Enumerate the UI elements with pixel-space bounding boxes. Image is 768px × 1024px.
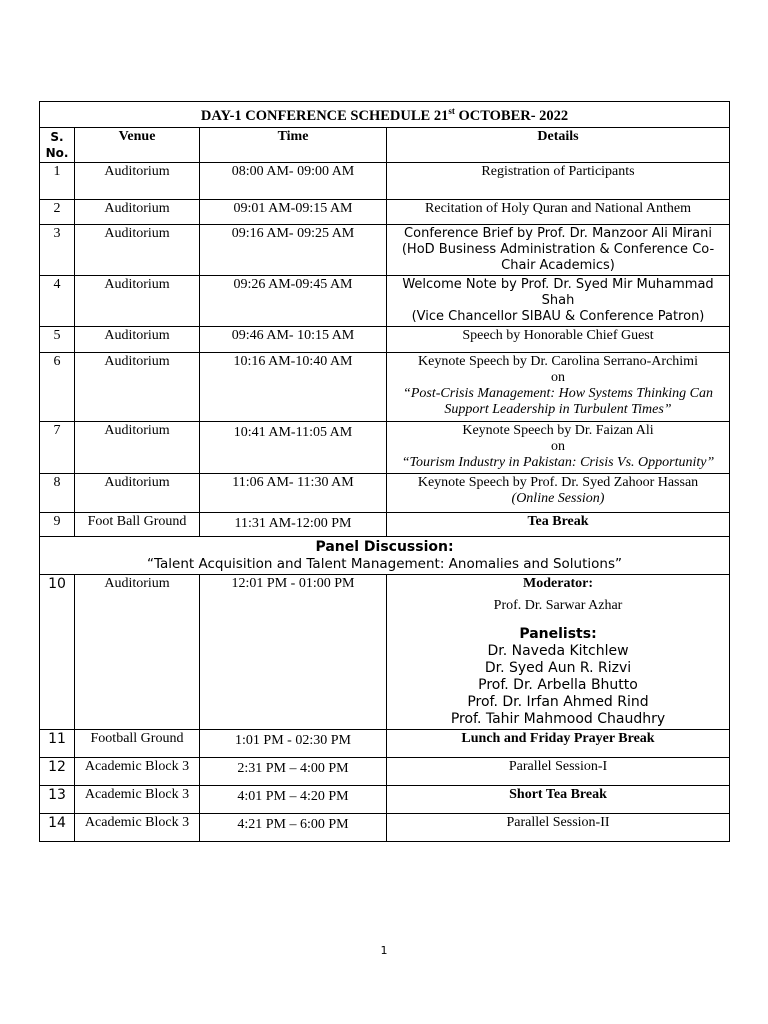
table-row bbox=[40, 513, 730, 537]
row-venue: Auditorium bbox=[75, 474, 200, 513]
row-time: 11:31 AM-12:00 PM bbox=[200, 513, 387, 537]
table-row bbox=[40, 575, 730, 730]
row-venue: Academic Block 3 bbox=[75, 786, 200, 814]
page-number: 1 bbox=[380, 944, 388, 957]
row-time: 09:46 AM- 10:15 AM bbox=[200, 327, 387, 353]
row-details: Tea Break bbox=[387, 513, 730, 537]
row-details: Keynote Speech by Dr. Faizan Ali on “Tourism Industry in Pakistan: Crisis Vs. Opportunity” bbox=[387, 422, 730, 474]
table-row bbox=[40, 225, 730, 276]
panel-topic: “Talent Acquisition and Talent Management: Anomalies and Solutions” bbox=[147, 556, 622, 572]
header-venue: Venue bbox=[75, 128, 200, 163]
row-time: 4:01 PM – 4:20 PM bbox=[200, 786, 387, 814]
panelist-name: Dr. Syed Aun R. Rizvi bbox=[484, 660, 632, 676]
table-row bbox=[40, 730, 730, 758]
row-details: Welcome Note by Prof. Dr. Syed Mir Muhammad Shah (Vice Chancellor SIBAU & Conference Patron) bbox=[387, 276, 730, 327]
row-sno: 7 bbox=[40, 422, 75, 474]
header-sno: S. No. bbox=[40, 128, 75, 163]
schedule-title: DAY-1 CONFERENCE SCHEDULE 21st OCTOBER- 2022 bbox=[40, 102, 730, 128]
header-time: Time bbox=[200, 128, 387, 163]
table-row bbox=[40, 327, 730, 353]
row-sno: 3 bbox=[40, 225, 75, 276]
row-details: Parallel Session-I bbox=[387, 758, 730, 786]
row-sno: 6 bbox=[40, 353, 75, 422]
table-row bbox=[40, 200, 730, 225]
row-sno: 10 bbox=[40, 575, 75, 730]
table-row bbox=[40, 758, 730, 786]
row-time: 2:31 PM – 4:00 PM bbox=[200, 758, 387, 786]
row-sno: 5 bbox=[40, 327, 75, 353]
table-row bbox=[40, 163, 730, 200]
moderator-name: Prof. Dr. Sarwar Azhar bbox=[493, 598, 623, 613]
row-details: Keynote Speech by Dr. Carolina Serrano-Archimi on “Post-Crisis Management: How Systems Thinking Can Support Leadership in Turbulent Times” bbox=[387, 353, 730, 422]
table-row bbox=[40, 814, 730, 842]
row-sno: 2 bbox=[40, 200, 75, 225]
row-time: 08:00 AM- 09:00 AM bbox=[200, 163, 387, 200]
row-details: Speech by Honorable Chief Guest bbox=[387, 327, 730, 353]
panelist-name: Prof. Tahir Mahmood Chaudhry bbox=[450, 711, 666, 727]
schedule-table bbox=[39, 101, 730, 842]
row-details: Parallel Session-II bbox=[387, 814, 730, 842]
row-time: 09:26 AM-09:45 AM bbox=[200, 276, 387, 327]
row-venue: Auditorium bbox=[75, 200, 200, 225]
row-time: 11:06 AM- 11:30 AM bbox=[200, 474, 387, 513]
table-row bbox=[40, 422, 730, 474]
panel-discussion-header bbox=[40, 537, 730, 575]
row-time: 4:21 PM – 6:00 PM bbox=[200, 814, 387, 842]
row-venue: Football Ground bbox=[75, 730, 200, 758]
row-details: Recitation of Holy Quran and National Anthem bbox=[387, 200, 730, 225]
row-details: Short Tea Break bbox=[387, 786, 730, 814]
row-venue: Academic Block 3 bbox=[75, 814, 200, 842]
row-sno: 1 bbox=[40, 163, 75, 200]
row-venue: Auditorium bbox=[75, 225, 200, 276]
row-venue: Academic Block 3 bbox=[75, 758, 200, 786]
row-venue: Auditorium bbox=[75, 327, 200, 353]
row-venue: Foot Ball Ground bbox=[75, 513, 200, 537]
row-details: Registration of Participants bbox=[387, 163, 730, 200]
row-venue: Auditorium bbox=[75, 163, 200, 200]
row-sno: 13 bbox=[40, 786, 75, 814]
row-sno: 11 bbox=[40, 730, 75, 758]
row-venue: Auditorium bbox=[75, 575, 200, 730]
table-row bbox=[40, 474, 730, 513]
row-details bbox=[387, 575, 730, 730]
header-row bbox=[40, 128, 730, 163]
row-sno: 14 bbox=[40, 814, 75, 842]
row-details: Conference Brief by Prof. Dr. Manzoor Ali Mirani (HoD Business Administration & Conference Co-Chair Academics) bbox=[387, 225, 730, 276]
row-time: 10:41 AM-11:05 AM bbox=[200, 422, 387, 474]
row-time: 12:01 PM - 01:00 PM bbox=[200, 575, 387, 730]
row-time: 10:16 AM-10:40 AM bbox=[200, 353, 387, 422]
row-time: 1:01 PM - 02:30 PM bbox=[200, 730, 387, 758]
row-sno: 4 bbox=[40, 276, 75, 327]
row-time: 09:16 AM- 09:25 AM bbox=[200, 225, 387, 276]
row-time: 09:01 AM-09:15 AM bbox=[200, 200, 387, 225]
panelist-name: Prof. Dr. Arbella Bhutto bbox=[478, 677, 638, 693]
row-sno: 12 bbox=[40, 758, 75, 786]
row-sno: 8 bbox=[40, 474, 75, 513]
panelist-name: Dr. Naveda Kitchlew bbox=[487, 643, 629, 659]
moderator-label: Moderator: bbox=[523, 576, 593, 591]
header-details: Details bbox=[387, 128, 730, 163]
panelist-name: Prof. Dr. Irfan Ahmed Rind bbox=[467, 694, 649, 710]
panel-heading: Panel Discussion: bbox=[315, 539, 454, 555]
table-row bbox=[40, 353, 730, 422]
row-sno: 9 bbox=[40, 513, 75, 537]
row-venue: Auditorium bbox=[75, 422, 200, 474]
row-details: Keynote Speech by Prof. Dr. Syed Zahoor Hassan (Online Session) bbox=[387, 474, 730, 513]
panelists-label: Panelists: bbox=[519, 626, 597, 642]
table-row bbox=[40, 786, 730, 814]
table-row bbox=[40, 276, 730, 327]
row-venue: Auditorium bbox=[75, 353, 200, 422]
row-venue: Auditorium bbox=[75, 276, 200, 327]
row-details: Lunch and Friday Prayer Break bbox=[387, 730, 730, 758]
